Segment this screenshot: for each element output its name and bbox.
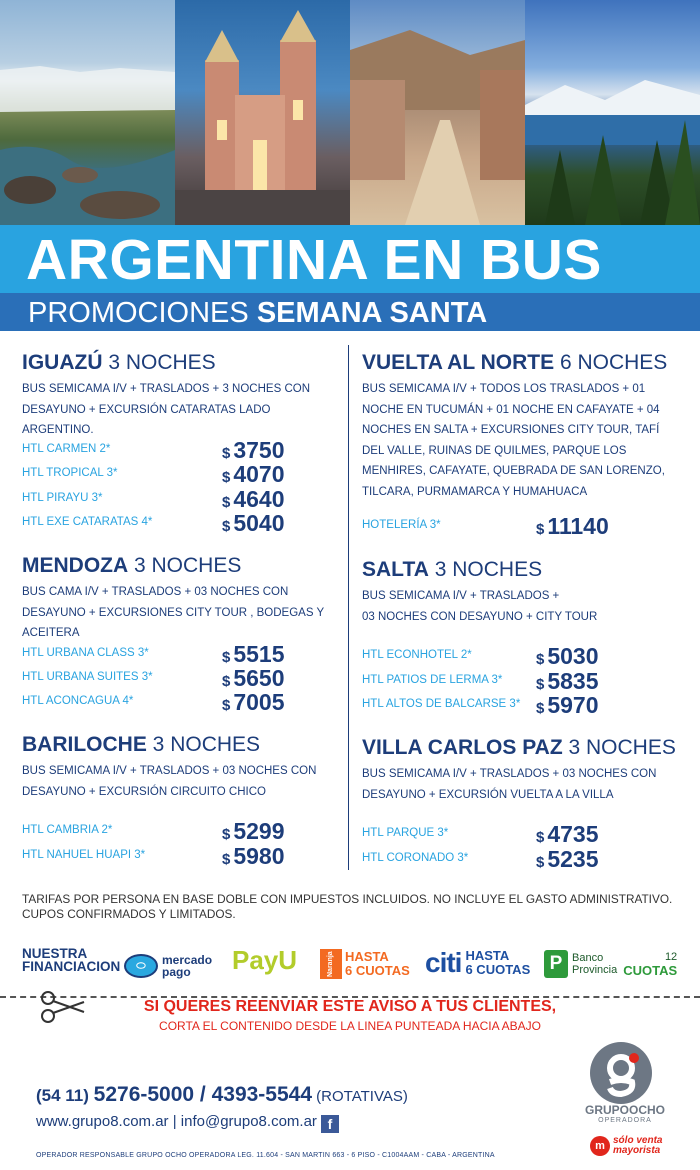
hotel-name: HTL ECONHOTEL 2* (362, 649, 472, 661)
hotel-price: $ 4640 (222, 486, 285, 512)
hotel-name: HTL URBANA SUITES 3* (22, 671, 153, 683)
hotel-price: $ 5299 (222, 818, 285, 844)
package-heading (22, 733, 342, 757)
hotel-name: HTL CARMEN 2* (22, 443, 111, 455)
hotel-price: $ 5980 (222, 843, 285, 869)
package-nights: 3 NOCHES (146, 733, 261, 756)
package-heading (362, 736, 682, 760)
lake-illustration (525, 0, 700, 225)
hotel-price: $ 5040 (222, 510, 285, 536)
header-photos (0, 0, 700, 225)
hotel-row (362, 692, 682, 716)
hotel-name: HTL TROPICAL 3* (22, 467, 118, 479)
hotel-row (362, 668, 682, 692)
package-destination: VUELTA AL NORTE (362, 351, 555, 374)
package-destination: VILLA CARLOS PAZ (362, 736, 563, 759)
hotel-row (22, 437, 342, 461)
hotel-row (22, 689, 342, 713)
page-subtitle (28, 297, 487, 329)
hotel-price: $ 5835 (536, 668, 599, 694)
hotel-price: $ 3750 (222, 437, 285, 463)
package-destination: IGUAZÚ (22, 351, 103, 374)
hotel-name: HTL CORONADO 3* (362, 852, 469, 864)
package-heading (362, 351, 682, 375)
handshake-icon: ⬭ (124, 954, 158, 978)
package-villa-carlos-paz (362, 736, 682, 805)
package-vuelta-al-norte (362, 351, 682, 502)
payu-logo: PayU (232, 945, 298, 975)
naranja-logo: Naranja HASTA 6 CUOTAS (320, 944, 410, 984)
package-description: BUS SEMICAMA I/V + TODOS LOS TRASLADOS + 01 NOCHE EN TUCUMÁN + 01 NOCHE EN CAFAYATE + 04 NOCHES EN SALTA + EXCURSIONES CITY TOUR, TAFÍ DEL VALLE, RUINAS DE QUILMES, PARQUE LOS MENHIRES, CAFAYATE, QUEBRADA DE SAN LORENZO, TILCARA, PURMAMARCA Y HUMAHUACA (362, 383, 665, 498)
package-heading (22, 554, 342, 578)
package-nights: 3 NOCHES (428, 558, 543, 581)
photo-salta-cathedral (175, 0, 350, 225)
financing-label: NUESTRA FINANCIACION (22, 946, 121, 974)
brand-sub: OPERADORA (598, 1117, 652, 1124)
hotel-row (362, 821, 682, 845)
column-divider (348, 345, 349, 870)
terms-text (22, 892, 682, 922)
hotel-row (22, 665, 342, 689)
hotel-name: HTL URBANA CLASS 3* (22, 647, 149, 659)
hotel-name: HTL PATIOS DE LERMA 3* (362, 674, 503, 686)
package-description: BUS SEMICAMA I/V + TRASLADOS + 3 NOCHES CON DESAYUNO + EXCURSIÓN CATARATAS LADO ARGENTINO. (22, 383, 311, 436)
package-nights: 6 NOCHES (554, 351, 668, 374)
web-and-email[interactable] (36, 1113, 339, 1133)
photo-bariloche-lake (525, 0, 700, 225)
package-bariloche (22, 733, 342, 802)
wholesale-badge: m sólo venta mayorista (590, 1136, 662, 1156)
package-heading (362, 558, 682, 582)
hotel-name: HTL PARQUE 3* (362, 827, 449, 839)
package-destination: MENDOZA (22, 554, 129, 577)
package-description (362, 586, 682, 627)
hotel-name: HOTELERÍA 3* (362, 519, 441, 531)
photo-iguazu-falls (0, 0, 175, 225)
hotel-row (362, 513, 682, 537)
package-destination: SALTA (362, 558, 429, 581)
hotel-name: HTL ALTOS DE BALCARSE 3* (362, 698, 521, 710)
hotel-row (22, 486, 342, 510)
hotel-name: HTL PIRAYU 3* (22, 492, 103, 504)
citi-logo: citi HASTA 6 CUOTAS (425, 947, 531, 978)
hotel-row (22, 461, 342, 485)
g8-icon (590, 1042, 652, 1104)
package-destination: BARILOCHE (22, 733, 147, 756)
terms-line: TARIFAS POR PERSONA EN BASE DOBLE CON IMPUESTOS INCLUIDOS. NO INCLUYE EL GASTO ADMINISTRATIVO. (22, 892, 673, 906)
package-description: BUS SEMICAMA I/V + TRASLADOS + 03 NOCHES CON DESAYUNO + EXCURSIÓN VUELTA A LA VILLA (362, 768, 657, 801)
package-iguazu (22, 351, 342, 441)
hotel-row (362, 643, 682, 667)
package-description: BUS CAMA I/V + TRASLADOS + 03 NOCHES CON DESAYUNO + EXCURSIONES CITY TOUR , BODEGAS Y ACEITERA (22, 586, 324, 639)
package-nights: 3 NOCHES (562, 736, 676, 759)
hotel-row (22, 641, 342, 665)
financing-row (22, 940, 682, 980)
grupo-ocho-logo (590, 1042, 652, 1104)
photo-northern-village (350, 0, 525, 225)
mercadopago-logo: ⬭ mercado pago (124, 946, 212, 986)
m-badge-icon: m (590, 1136, 610, 1156)
hotel-price: $ 5515 (222, 641, 285, 667)
subtitle-highlight: SEMANA SANTA (256, 297, 488, 329)
hotel-price: $ 11140 (536, 513, 609, 539)
hotel-price: $ 5235 (536, 846, 599, 872)
hotel-row (22, 843, 342, 867)
package-mendoza (22, 554, 342, 644)
cathedral-illustration (175, 0, 350, 225)
package-heading (22, 351, 342, 375)
banco-provincia-icon: P (544, 950, 568, 978)
hotel-price: $ 5970 (536, 692, 599, 718)
package-salta (362, 558, 682, 627)
brand-name: GRUPOOCHO (584, 1103, 665, 1117)
village-illustration (350, 0, 525, 225)
package-description: BUS SEMICAMA I/V + TRASLADOS + 03 NOCHES CON DESAYUNO + EXCURSIÓN CIRCUITO CHICO (22, 765, 317, 798)
facebook-icon[interactable]: f (321, 1115, 339, 1133)
hotel-price: $ 4070 (222, 461, 285, 487)
package-nights: 3 NOCHES (128, 554, 242, 577)
terms-line: CUPOS CONFIRMADOS Y LIMITADOS. (22, 907, 236, 921)
page-title: ARGENTINA EN BUS (26, 228, 602, 292)
subtitle-prefix: PROMOCIONES (28, 297, 257, 329)
hotel-name: HTL NAHUEL HUAPI 3* (22, 849, 146, 861)
hotel-price: $ 4735 (536, 821, 599, 847)
forward-notice-text: CORTA EL CONTENIDO DESDE LA LINEA PUNTEADA HACIA ABAJO (159, 1019, 541, 1033)
hotel-price: $ 5650 (222, 665, 285, 691)
package-description-line: 03 NOCHES CON DESAYUNO + CITY TOUR (362, 610, 598, 623)
banco-provincia-logo: P Banco Provincia 12 CUOTAS (544, 944, 677, 984)
hotel-name: HTL EXE CATARATAS 4* (22, 516, 153, 528)
hotel-row (22, 510, 342, 534)
citi-brand: citi (425, 947, 462, 978)
package-nights: 3 NOCHES (102, 351, 216, 374)
hotel-name: HTL CAMBRIA 2* (22, 824, 113, 836)
hotel-price: $ 5030 (536, 643, 599, 669)
waterfall-illustration (0, 0, 175, 225)
hotel-row (22, 818, 342, 842)
naranja-brand: Naranja (320, 949, 342, 979)
phone-numbers[interactable]: (54 11) 5276-5000 / 4393-5544 (ROTATIVAS) (36, 1083, 408, 1106)
hotel-row (362, 846, 682, 870)
hotel-price: $ 7005 (222, 689, 285, 715)
legal-text: OPERADOR RESPONSABLE GRUPO OCHO OPERADORA LEG. 11.604 - SAN MARTIN 663 - 6 PISO - C1004AAM - CABA - ARGENTINA (36, 1152, 495, 1159)
web-email-link[interactable]: www.grupo8.com.ar | info@grupo8.com.ar (36, 1113, 317, 1130)
hotel-name: HTL ACONCAGUA 4* (22, 695, 134, 707)
package-description-line: BUS SEMICAMA I/V + TRASLADOS + (362, 590, 560, 602)
forward-notice-title: SI QUERES REENVIAR ESTE AVISO A TUS CLIENTES, (143, 998, 557, 1015)
